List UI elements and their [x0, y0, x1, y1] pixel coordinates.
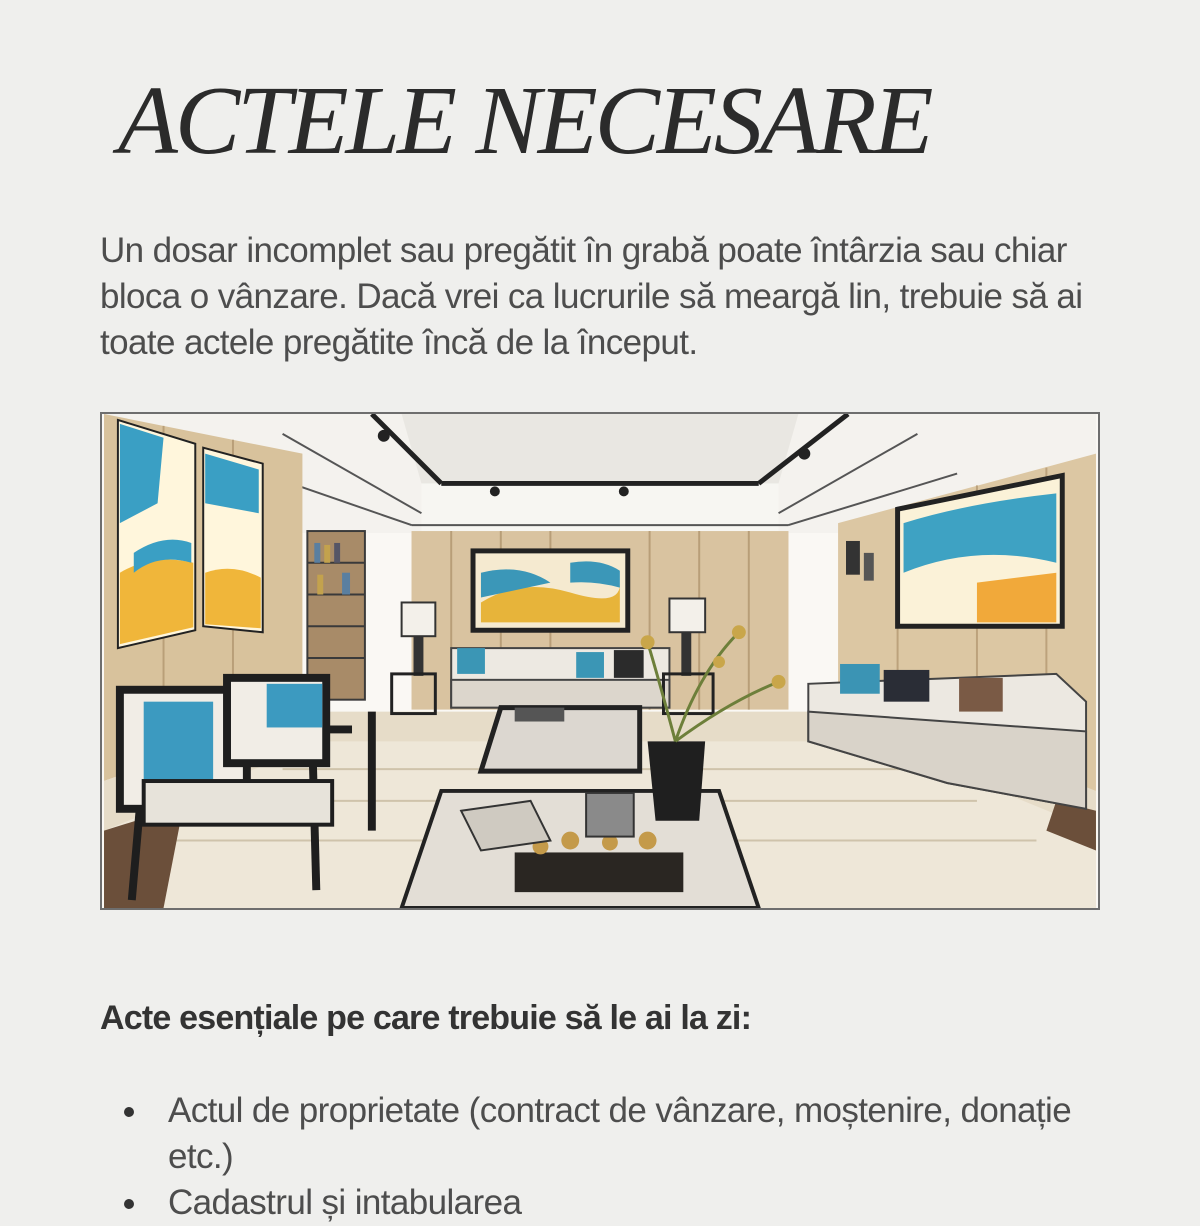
- bullet-icon: [124, 1107, 134, 1117]
- page-title: ACTELE NECESARE: [118, 67, 931, 175]
- list-item-text: Actul de proprietate (contract de vânzare, moștenire, donație etc.): [168, 1091, 1072, 1176]
- documents-heading: Acte esențiale pe care trebuie să le ai la zi:: [100, 999, 752, 1037]
- intro-paragraph: Un dosar incomplet sau pregătit în grabă poate întârzia sau chiar bloca o vânzare. Dacă vrei ca lucrurile să meargă lin, trebuie să ai toate actele pregătite încă de la început.: [100, 231, 1083, 362]
- list-item: [100, 1088, 1100, 1180]
- documents-list: [100, 1088, 1100, 1226]
- list-item: [100, 1180, 1100, 1226]
- list-item-text: Cadastrul și intabularea: [168, 1183, 522, 1222]
- bullet-icon: [124, 1199, 134, 1209]
- living-room-sketch-illustration: [100, 412, 1100, 910]
